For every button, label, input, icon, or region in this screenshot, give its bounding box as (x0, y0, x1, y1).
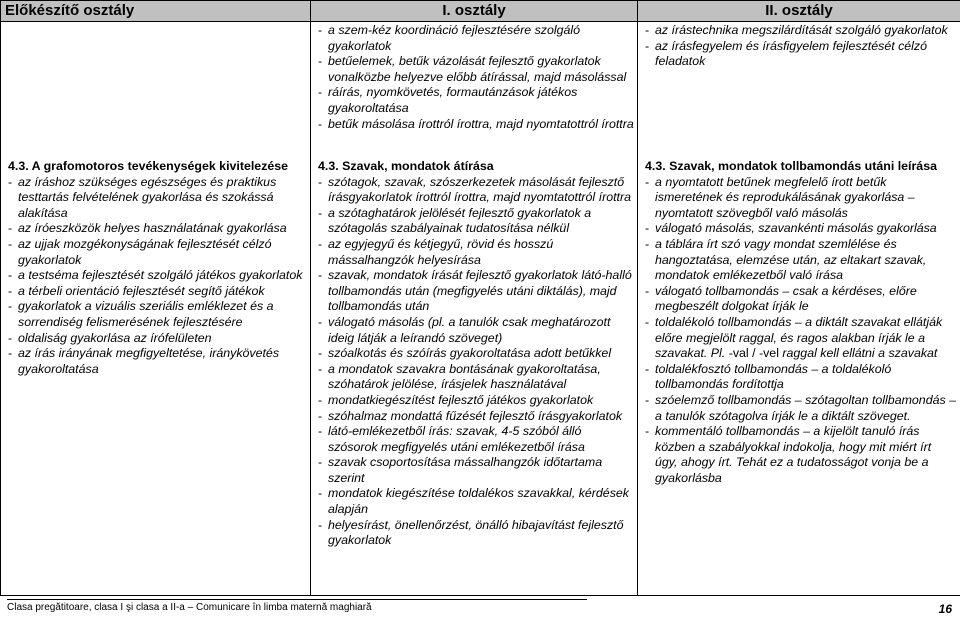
list-item-text: az íróeszközök helyes használatának gyakorlása (18, 221, 287, 236)
list-item-text: az íráshoz szükséges egészséges és praktikus testtartás felvételének gyakorlása és szokássá alakítása (18, 174, 277, 220)
list-item (318, 393, 634, 409)
list-item-text: szótagok, szavak, szószerkezetek másolását fejlesztő írásgyakorlatok írottról írottra, majd nyomtatottról írottra (328, 174, 631, 205)
list-item (318, 409, 634, 425)
section-number: 4.3. (8, 159, 29, 173)
list-item-text: a szótaghatárok jelölését fejlesztő gyakorlatok a szótagolás szabályainak tudatosítása nélkül (328, 205, 592, 236)
list-item-text: a nyomtatott betűnek megfelelő írott betűk ismeretének és reprodukálásának gyakorlása – nyomtatott szövegből való másolás (655, 174, 915, 220)
list-item-text: látó-emlékezetből írás: szavak, 4-5 szóból álló szósorok megfigyelés utáni emlékezetből írása (328, 424, 585, 454)
list-item-text: kommentáló tollbamondás – a kijelölt tanuló írás közben a szabályokkal indokolja, hogy mit miért írt úgy, ahogy írt. Tehát ez a tudatosságot vonja be a gyakorlásba (655, 424, 932, 485)
list-item (645, 393, 957, 424)
grade2-section-list (645, 175, 957, 487)
list-item (318, 455, 634, 486)
list-item (8, 221, 307, 237)
list-item-text: -val / -vel (728, 346, 779, 361)
list-item (645, 284, 957, 315)
list-item (318, 85, 634, 116)
cell-grade1-section (311, 157, 638, 596)
list-item (645, 175, 957, 222)
page-number: 16 (938, 602, 952, 616)
grade2-activity-list (645, 23, 957, 70)
section-heading (8, 159, 307, 175)
list-item (645, 237, 957, 284)
cell-grade2-items (638, 22, 960, 158)
list-item (318, 424, 634, 455)
prep-activity-list (8, 175, 307, 378)
list-item-text: szóelemző tollbamondás – szótagoltan tollbamondás – a tanulók szótagolva írják le a diktált szöveget. (655, 392, 956, 423)
section-number: 4.3. (645, 159, 666, 173)
list-item-text: a szem-kéz koordináció fejlesztésére szolgáló gyakorlatok (328, 23, 581, 53)
list-item (318, 23, 634, 54)
list-item-text: szóhalmaz mondattá fűzését fejlesztő írásgyakorlatok (328, 408, 623, 423)
section-title: Szavak, mondatok tollbamondás utáni leírása (669, 159, 937, 173)
section-number: 4.3. (318, 159, 339, 173)
table-row (1, 157, 960, 596)
list-item (645, 315, 957, 362)
list-item (645, 23, 957, 39)
grade1-activity-list (318, 23, 634, 132)
header-second-grade: II. osztály (638, 1, 960, 22)
list-item-text: válogató másolás, szavankénti másolás gyakorlása (655, 221, 937, 236)
list-item (645, 221, 957, 237)
list-item-text: betűk másolása írottról írottra, majd nyomtatottról írottra (328, 116, 634, 131)
cell-prep-empty (1, 22, 311, 158)
list-item-text: szavak, mondatok írását fejlesztő gyakorlatok látó-halló tollbamondás után (megfigyelés utáni diktálás), majd tollbamondás után (328, 268, 632, 314)
section-heading (318, 159, 634, 175)
list-item (318, 362, 634, 393)
list-item (318, 175, 634, 206)
list-item-text: betűelemek, betűk vázolását fejlesztő gyakorlatok vonalközbe helyezve előbb átírással, majd másolással (328, 54, 627, 84)
list-item-text: a táblára írt szó vagy mondat szemlélése és hangoztatása, elemzése után, az eltakart szavak, mondatok emlékezetből való írása (655, 236, 927, 283)
list-item-text: szóalkotás és szóírás gyakoroltatása adott betűkkel (328, 346, 612, 361)
list-item (318, 54, 634, 85)
cell-grade1-items (311, 22, 638, 158)
list-item-text: szavak csoportosítása mássalhangzók időtartama szerint (328, 455, 603, 485)
list-item-text: oldaliság gyakorlása az írófelületen (18, 330, 212, 345)
list-item-text: az egyjegyű és kétjegyű, rövid és hosszú mássalhangzók helyesírása (328, 236, 554, 267)
header-preparatory-class: Előkészítő osztály (1, 1, 311, 22)
list-item-text: ráírás, nyomkövetés, formautánzások játékos gyakoroltatása (328, 85, 578, 115)
footer-divider (7, 599, 587, 600)
list-item (8, 299, 307, 330)
list-item (318, 237, 634, 268)
list-item (318, 346, 634, 362)
header-first-grade: I. osztály (311, 1, 638, 22)
list-item-text: az írásfegyelem és írásfigyelem fejlesztését célzó feladatok (655, 38, 928, 69)
list-item-text: helyesírást, önellenőrzést, önálló hibajavítást fejlesztő gyakorlatok (328, 517, 624, 548)
list-item-text: mondatok kiegészítése toldalékos szavakkal, kérdések alapján (328, 486, 629, 517)
list-item-text: gyakorlatok a vizuális szeriális emléklezet és a sorrendiség felismerésének fejlesztésére (18, 299, 274, 329)
list-item (318, 206, 634, 237)
list-item-text: a mondatok szavakra bontásának gyakoroltatása, szóhatárok jelölése, írásjelek használatával (328, 361, 601, 392)
cell-grade2-section (638, 157, 960, 596)
list-item-text: raggal kell ellátni a szavakat (778, 346, 938, 361)
list-item-text: a térbeli orientáció fejlesztését segítő játékok (18, 283, 265, 298)
list-item-text: válogató másolás (pl. a tanulók csak meghatározott ideig látják a leírandó szöveget) (328, 314, 611, 345)
cell-prep-section (1, 157, 311, 596)
section-title: A grafomotoros tevékenységek kivitelezése (31, 159, 289, 173)
section-title: Szavak, mondatok átírása (342, 159, 494, 173)
list-item (8, 268, 307, 284)
list-item (318, 486, 634, 517)
list-item (318, 117, 634, 133)
list-item (645, 362, 957, 393)
list-item (318, 268, 634, 315)
grade1-section-list (318, 175, 634, 549)
list-item (645, 424, 957, 486)
list-item (318, 315, 634, 346)
list-item-text: toldalékoló tollbamondás – a diktált szavakat ellátják előre megjelölt raggal, és ragos alakban írják le a szavakat. Pl. (655, 314, 943, 361)
list-item-text: az írástechnika megszilárdítását szolgáló gyakorlatok (655, 23, 948, 37)
list-item (8, 175, 307, 222)
list-item (8, 331, 307, 347)
list-item (318, 518, 634, 549)
list-item-text: válogató tollbamondás – csak a kérdéses, előre megbeszélt dolgokat írják le (655, 283, 917, 314)
list-item-text: toldalékfosztó tollbamondás – a toldalékoló tollbamondás fordítottja (655, 361, 892, 392)
list-item (645, 39, 957, 70)
list-item (8, 237, 307, 268)
section-heading (645, 159, 957, 175)
list-item-text: a testséma fejlesztését szolgáló játékos gyakorlatok (18, 268, 303, 283)
table-row (1, 22, 960, 158)
list-item (8, 284, 307, 300)
list-item-text: mondatkiegészítést fejlesztő játékos gyakorlatok (328, 392, 594, 407)
list-item-text: az írás irányának megfigyeltetése, iránykövetés gyakoroltatása (18, 346, 280, 376)
table-header-row (1, 1, 960, 22)
list-item-text: az ujjak mozgékonyságának fejlesztését célzó gyakorlatok (18, 236, 272, 267)
footer-text: Clasa pregătitoare, clasa I şi clasa a II-a – Comunicare în limba maternă maghiară (7, 602, 372, 613)
list-item (8, 346, 307, 377)
